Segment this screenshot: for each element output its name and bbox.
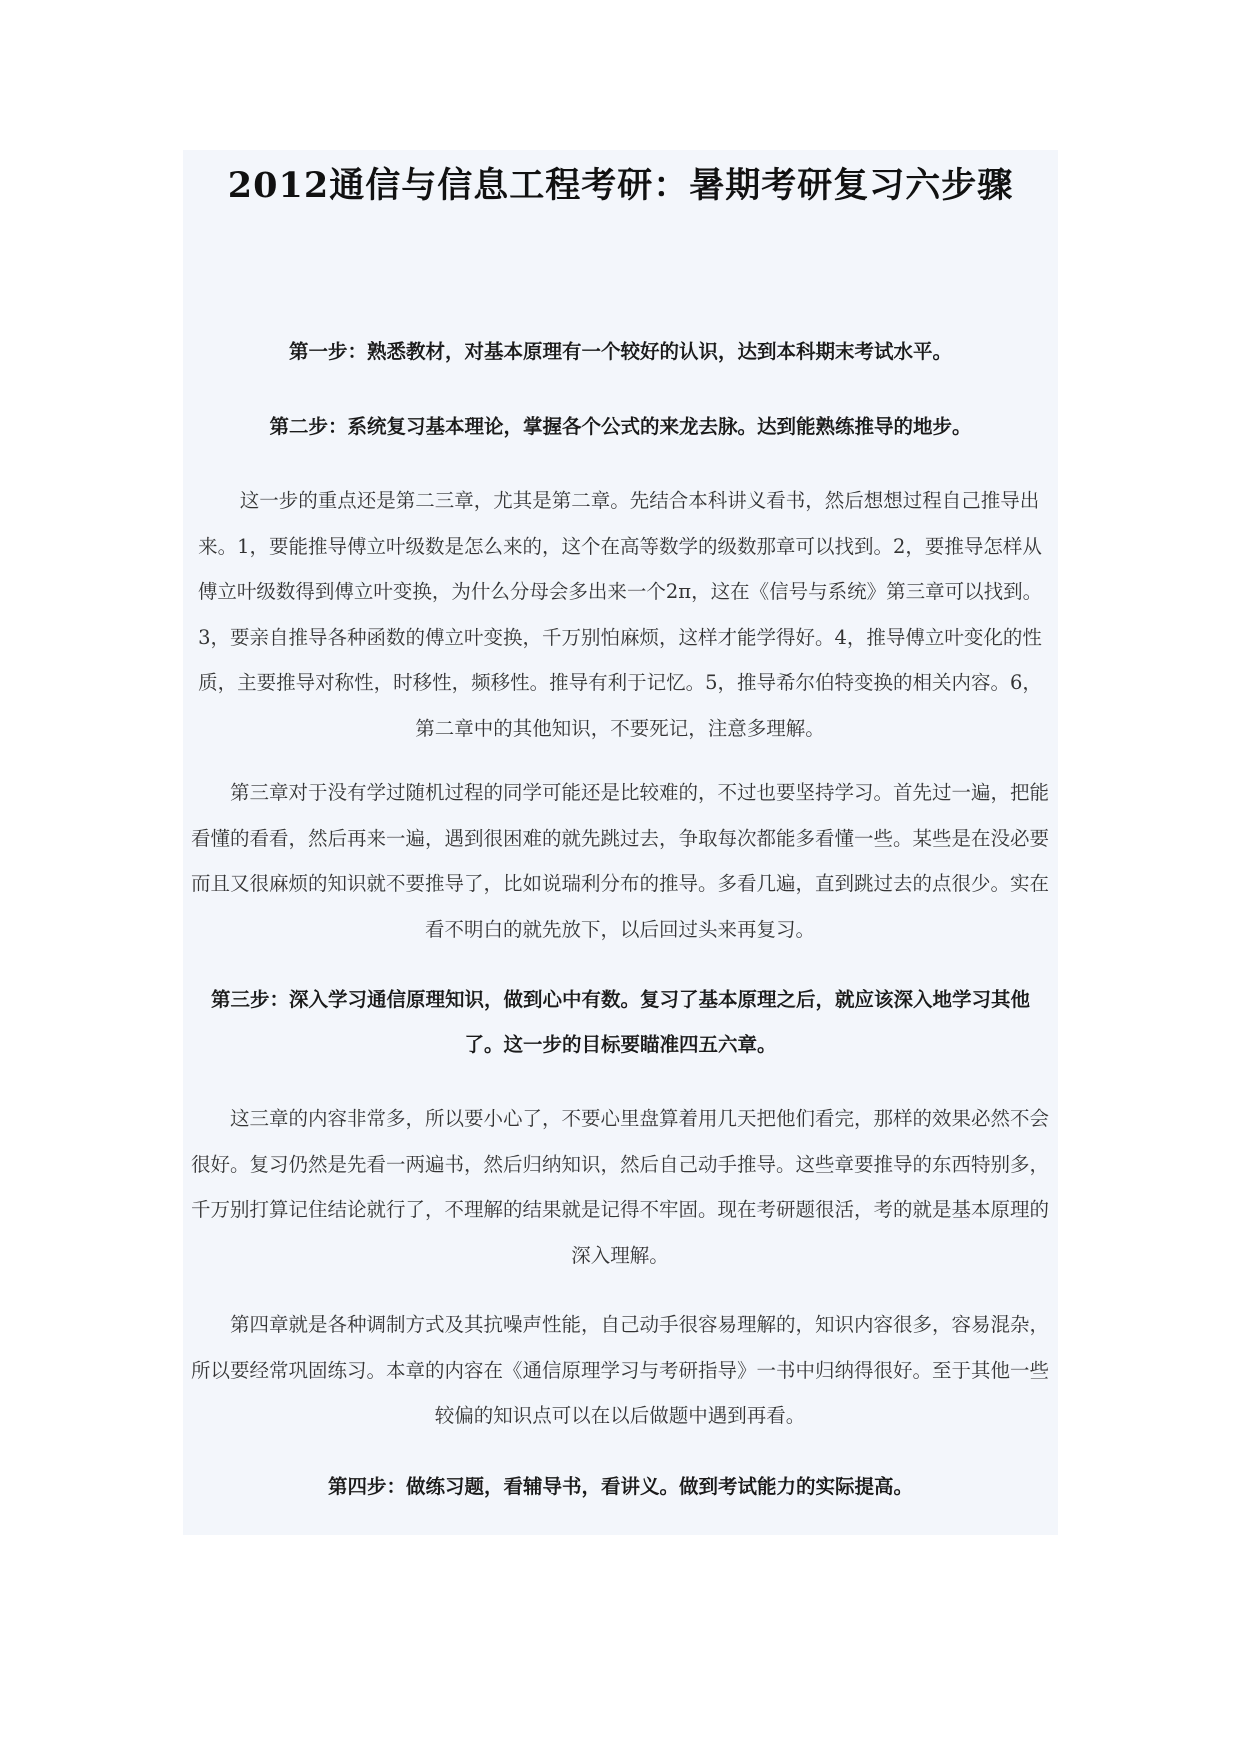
step-2-paragraph-2: 第三章对于没有学过随机过程的同学可能还是比较难的，不过也要坚持学习。首先过一遍，把能看懂的看看，然后再来一遍，遇到很困难的就先跳过去，争取每次都能多看懂一些。某些是在没必要而且又很麻烦的知识就不要推导了，比如说瑞利分布的推导。多看几遍，直到跳过去的点很少。实在看不明白的就先放下，以后回过头来再复习。: [190, 781, 1049, 941]
step-2-paragraph-1: 这一步的重点还是第二三章，尤其是第二章。先结合本科讲义看书，然后想想过程自己推导出来。1，要能推导傅立叶级数是怎么来的，这个在高等数学的级数那章可以找到。2，要推导怎样从傅立叶级数得到傅立叶变换，为什么分母会多出来一个2π，这在《信号与系统》第三章可以找到。3，要亲自推导各种函数的傅立叶变换，千万别怕麻烦，这样才能学得好。4，推导傅立叶变化的性质，主要推导对称性，时移性，频移性。推导有利于记忆。5，推导希尔伯特变换的相关内容。6，第二章中的其他知识，不要死记，注意多理解。: [197, 489, 1043, 740]
article-title: 2012通信与信息工程考研：暑期考研复习六步骤: [227, 165, 1014, 206]
step-3-heading: 第三步：深入学习通信原理知识，做到心中有数。复习了基本原理之后，就应该深入地学习其他了。这一步的目标要瞄准四五六章。: [210, 988, 1030, 1056]
step-4-heading: 第四步：做练习题，看辅导书，看讲义。做到考试能力的实际提高。: [327, 1475, 913, 1498]
step-3-paragraph-2: 第四章就是各种调制方式及其抗噪声性能，自己动手很容易理解的，知识内容很多，容易混杂，所以要经常巩固练习。本章的内容在《通信原理学习与考研指导》一书中归纳得很好。至于其他一些较偏的知识点可以在以后做题中遇到再看。: [190, 1313, 1049, 1427]
step-1-heading: 第一步：熟悉教材，对基本原理有一个较好的认识，达到本科期末考试水平。: [288, 340, 952, 363]
step-3-paragraph-1: 这三章的内容非常多，所以要小心了，不要心里盘算着用几天把他们看完，那样的效果必然不会很好。复习仍然是先看一两遍书，然后归纳知识，然后自己动手推导。这些章要推导的东西特别多，千万别打算记住结论就行了，不理解的结果就是记得不牢固。现在考研题很活，考的就是基本原理的深入理解。: [190, 1107, 1049, 1267]
step-2-heading: 第二步：系统复习基本理论，掌握各个公式的来龙去脉。达到能熟练推导的地步。: [269, 415, 972, 438]
